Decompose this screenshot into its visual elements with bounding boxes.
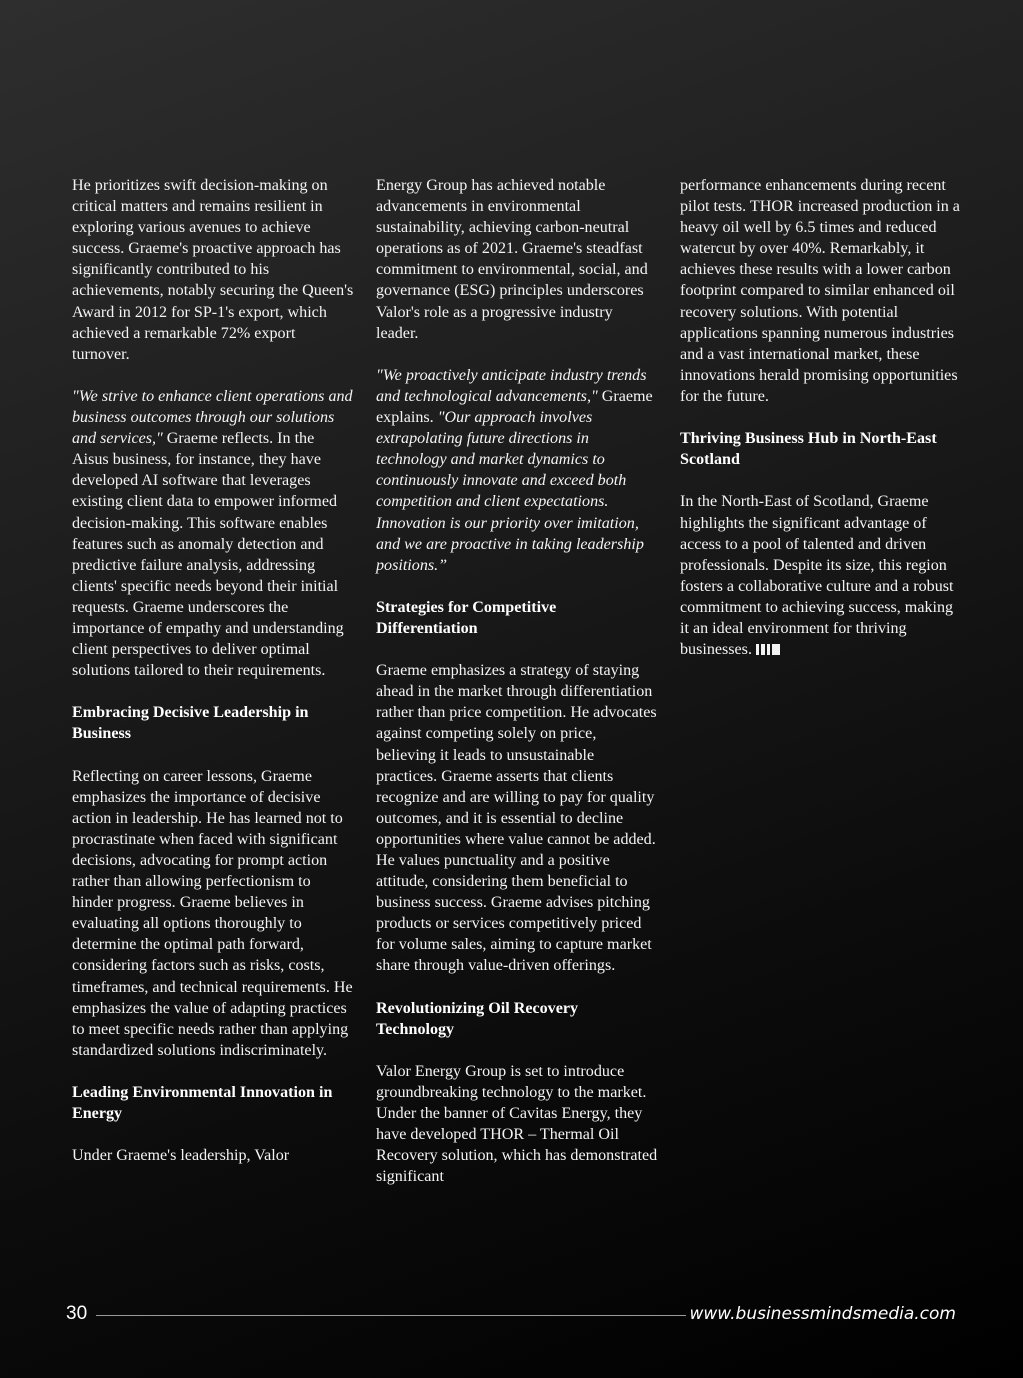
paragraph-text: Graeme reflects. In the Aisus business, for instance, they have developed AI software that leverages existing client data to empower informed decision-making. This software enables features such as anomaly detection and predictive failure analysis, addressing clients' specific needs beyond their initial requests. Graeme underscores the importance of empathy and understanding client perspectives to deliver optimal solutions tailored to their requirements.: [72, 430, 344, 680]
article-column-1: [72, 175, 354, 1188]
paragraph-text: In the North-East of Scotland, Graeme highlights the significant advantage of access to a pool of talented and driven professionals. Despite its size, this region fosters a collaborative culture and a robust commitment to achieving success, making it an ideal environment for thriving businesses.: [680, 493, 954, 659]
paragraph: Energy Group has achieved notable advancements in environmental sustainability, achieving carbon-neutral operations as of 2021. Graeme's steadfast commitment to environmental, social, and governance (ESG) principles underscores Valor's role as a progressive industry leader.: [376, 177, 648, 342]
page-footer: [0, 1300, 1023, 1330]
paragraph: He prioritizes swift decision-making on critical matters and remains resilient in exploring various avenues to achieve success. Graeme's proactive approach has significantly contributed to his achievements, notably securing the Queen's Award in 2012 for SP-1's export, which achieved a remarkable 72% export turnover.: [72, 177, 354, 363]
quote: "We proactively anticipate industry trends and technological advancements,": [376, 366, 647, 405]
section-heading: Leading Environmental Innovation in Energy: [72, 1084, 333, 1123]
section-heading: Thriving Business Hub in North-East Scotland: [680, 430, 937, 469]
paragraph-text: Graeme explains.: [376, 387, 653, 427]
footer-divider: [96, 1315, 686, 1316]
paragraph: Reflecting on career lessons, Graeme emphasizes the importance of decisive action in leadership. He has learned not to procrastinate when faced with significant decisions, advocating for prompt action rather than allowing perfectionism to hinder progress. Graeme believes in evaluating all options thoroughly to determine the optimal path forward, considering factors such as risks, costs, timeframes, and technical requirements. He emphasizes the value of adapting practices to meet specific needs rather than applying standardized solutions indiscriminately.: [72, 767, 353, 1059]
website-link[interactable]: www.businessmindsmedia.com: [689, 1304, 956, 1324]
paragraph: Valor Energy Group is set to introduce groundbreaking technology to the market. Under the banner of Cavitas Energy, they have developed THOR – Thermal Oil Recovery solution, which has demonstrated significant: [376, 1062, 658, 1186]
paragraph: Under Graeme's leadership, Valor: [72, 1147, 290, 1165]
section-heading: Revolutionizing Oil Recovery Technology: [376, 999, 579, 1038]
quote: "Our approach involves extrapolating future directions in technology and market dynamics to continuously innovate and exceed both competition and client expectations. Innovation is our priority over imitation, and we are proactive in taking leadership positions.”: [376, 409, 644, 574]
section-heading: Strategies for Competitive Differentiation: [376, 598, 557, 637]
article-column-3: [680, 175, 962, 681]
page-number: 30: [66, 1303, 88, 1324]
section-heading: Embracing Decisive Leadership in Business: [72, 704, 309, 743]
paragraph: [376, 365, 658, 576]
article-column-2: [376, 175, 658, 1209]
quote: "We strive to enhance client operations and business outcomes through our solutions and services,": [72, 387, 353, 448]
paragraph: [72, 386, 354, 681]
paragraph: performance enhancements during recent pilot tests. THOR increased production in a heavy oil well by 6.5 times and reduced watercut by over 40%. Remarkably, it achieves these results with a lower carbon footprint compared to similar enhanced oil recovery solutions. With potential applications spanning numerous industries and a vast international market, these innovations herald promising opportunities for the future.: [680, 177, 960, 405]
end-mark-icon: [756, 644, 780, 655]
paragraph: Graeme emphasizes a strategy of staying ahead in the market through differentiation rather than price competition. He advocates against competing solely on price, believing it leads to unsustainable practices. Graeme asserts that clients recognize and are willing to pay for quality outcomes, and it is essential to decline opportunities where value cannot be added. He values punctuality and a positive attitude, considering them beneficial to business success. Graeme advises pitching products or services competitively priced for volume sales, aiming to capture market share through value-driven offerings.: [376, 662, 657, 975]
paragraph: [680, 491, 962, 660]
